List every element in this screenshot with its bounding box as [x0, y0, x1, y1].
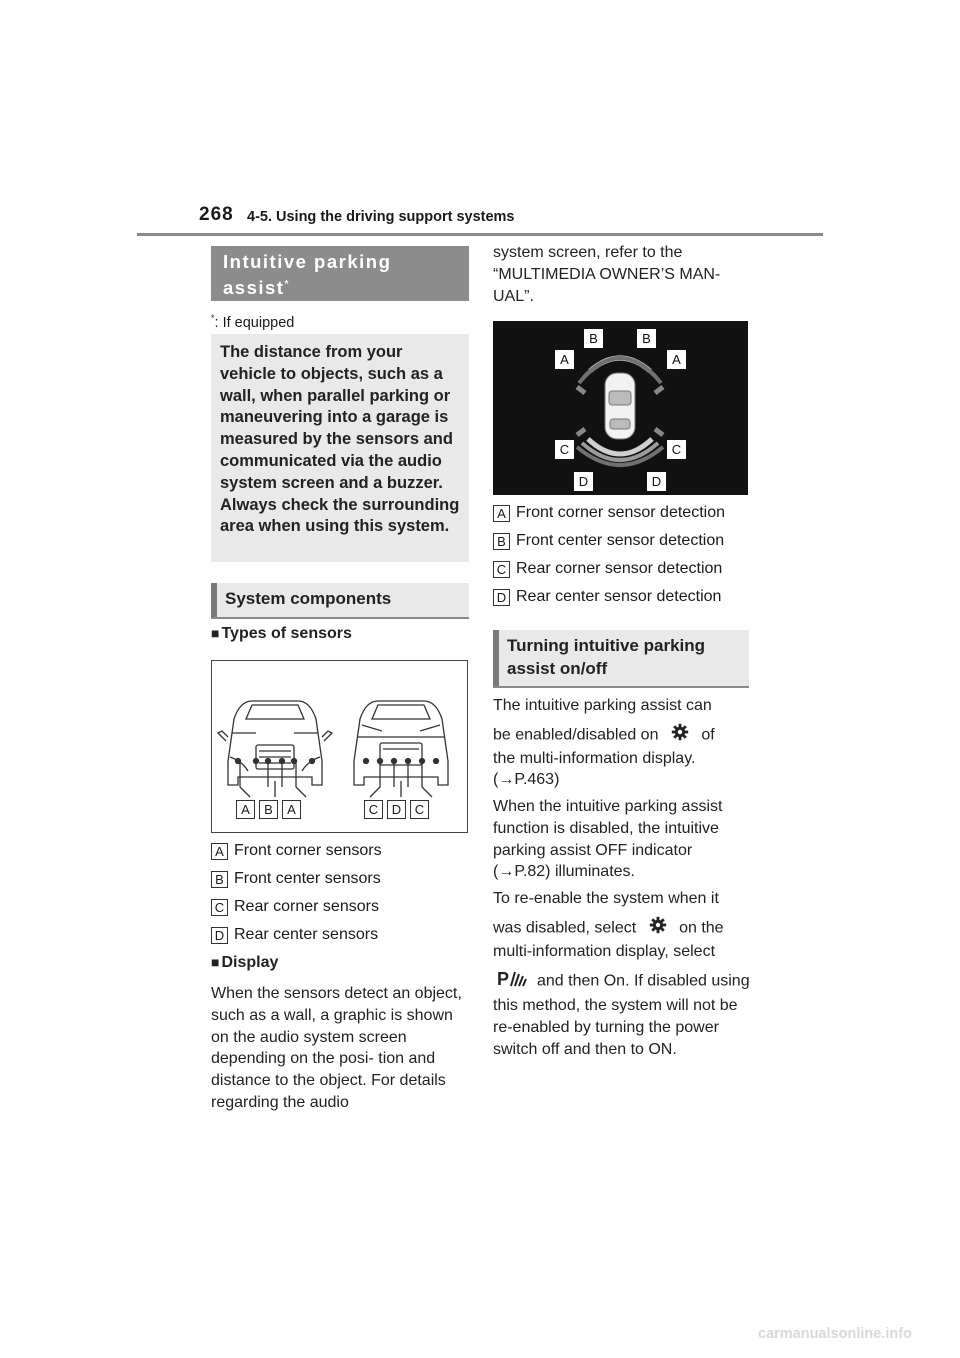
screen-label-d: D [574, 472, 593, 491]
gear-icon-svg [649, 916, 667, 934]
p3-line-b [493, 916, 753, 941]
screen-label-d: D [647, 472, 666, 491]
system-components-header [211, 583, 469, 619]
legend-text: Rear corner sensors [234, 898, 379, 915]
legend-text: Rear center sensors [234, 926, 379, 943]
front-car-drawing [218, 701, 332, 797]
screen-label-b: B [584, 329, 603, 348]
legend-key: B [211, 871, 228, 888]
p3-line-a: To re-enable the system when it [493, 890, 719, 907]
screen-label-a: A [667, 350, 686, 369]
system-components-heading: System components [211, 583, 469, 617]
p3-text-e: and then On. If disabled using this method, the system will not be re-enabled by turning the power switch off and then to ON. [493, 973, 750, 1058]
p1-reference: (→P.463) [493, 771, 560, 789]
legend-text: Front center sensor detection [516, 532, 725, 549]
legend-text: Front corner sensors [234, 842, 382, 859]
legend-text: Front corner sensor detection [516, 504, 725, 521]
legend-item [211, 837, 382, 865]
p1-line-a: The intuitive parking assist can [493, 697, 712, 714]
footnote [211, 313, 294, 331]
p1-line-d: the multi-information display. [493, 749, 696, 767]
svg-text:P: P [497, 969, 510, 989]
parking-sensor-icon [497, 968, 527, 995]
display-paragraph: When the sensors detect an object, such as a wall, a graphic is shown on the audio system screen depending on the posi- tion and distance to the object. For details regarding the audio [211, 985, 462, 1111]
figure-label-c: C [364, 800, 383, 819]
legend-item [211, 893, 382, 921]
parking-sensor-icon-svg [497, 968, 527, 988]
screen-label-c: C [555, 440, 574, 459]
title-line-1: Intuitive parking [223, 251, 392, 272]
legend-item [493, 555, 725, 583]
figure-label-d: D [387, 800, 406, 819]
legend-item [211, 865, 382, 893]
turning-paragraph-1 [493, 695, 753, 791]
screen-label-b: B [637, 329, 656, 348]
turning-heading-line-2: assist on/off [507, 658, 608, 678]
legend-key: B [493, 533, 510, 550]
legend-key: C [493, 561, 510, 578]
p3-line-d: multi-information display, select [493, 942, 716, 960]
display-heading-text: Display [221, 954, 279, 971]
title-line-2: assist [223, 277, 285, 299]
figure-label-b: B [259, 800, 278, 819]
figure-label-c: C [410, 800, 429, 819]
legend-item [493, 499, 725, 527]
audio-screen-figure [493, 321, 748, 495]
rear-label-row [364, 800, 429, 819]
bullet-square: ■ [211, 625, 220, 641]
p3-text-c: on the [679, 919, 724, 937]
legend-key: A [493, 505, 510, 522]
watermark: carmanualsonline.info [758, 1326, 912, 1342]
section-title: 4-5. Using the driving support systems [247, 209, 515, 225]
p1-text-b: be enabled/disabled on [493, 726, 659, 744]
page-title [211, 246, 469, 301]
legend-key: D [493, 589, 510, 606]
display-heading [211, 954, 278, 972]
sensor-legend [211, 837, 382, 949]
title-marker: * [284, 279, 290, 290]
sensor-figure [211, 660, 468, 833]
p3-text-b: was disabled, select [493, 919, 637, 937]
heading-rule [493, 686, 749, 688]
summary-box: The distance from your vehicle to objects, such as a wall, when parallel parking or maneuvering into a garage is measured by the sensors and communicated via the audio system screen and a buzzer. Always check the surrounding area when using this system. [211, 334, 469, 562]
gear-icon-svg [671, 723, 689, 741]
turning-on-off-heading [493, 630, 749, 686]
legend-key: A [211, 843, 228, 860]
turning-paragraph-3 [493, 888, 753, 1061]
figure-label-a: A [236, 800, 255, 819]
parking-assist-screen-illustration [493, 321, 748, 495]
bullet-square: ■ [211, 954, 220, 970]
legend-key: D [211, 927, 228, 944]
car-topview [605, 373, 635, 439]
detection-legend [493, 499, 725, 611]
heading-rule [211, 617, 469, 619]
screen-label-c: C [667, 440, 686, 459]
gear-icon [649, 916, 667, 941]
screen-label-a: A [555, 350, 574, 369]
legend-item [493, 527, 725, 555]
turning-paragraph-2: When the intuitive parking assist function is disabled, the intuitive parking assist OFF indicator (→P.82) illuminates. [493, 798, 723, 881]
header-rule [137, 233, 823, 236]
figure-label-a: A [282, 800, 301, 819]
legend-text: Rear center sensor detection [516, 588, 722, 605]
legend-text: Rear corner sensor detection [516, 560, 723, 577]
types-of-sensors-heading [211, 625, 352, 643]
footnote-text: : If equipped [214, 314, 295, 331]
page-number: 268 [199, 204, 234, 225]
turning-on-off-header [493, 630, 749, 688]
rear-car-drawing [354, 701, 448, 797]
footnote-marker: * [211, 313, 215, 323]
types-heading-text: Types of sensors [221, 625, 352, 642]
display-paragraph-continued: system screen, refer to the “MULTIMEDIA OWNER’S MAN- UAL”. [493, 244, 721, 305]
legend-text: Front center sensors [234, 870, 381, 887]
p1-text-c: of [701, 726, 715, 744]
turning-heading-line-1: Turning intuitive parking [507, 636, 706, 655]
front-label-row [236, 800, 301, 819]
legend-key: C [211, 899, 228, 916]
legend-item [211, 921, 382, 949]
p3-line-e [493, 968, 753, 1060]
p1-line-b [493, 723, 753, 748]
gear-icon [671, 723, 689, 748]
legend-item [493, 583, 725, 611]
